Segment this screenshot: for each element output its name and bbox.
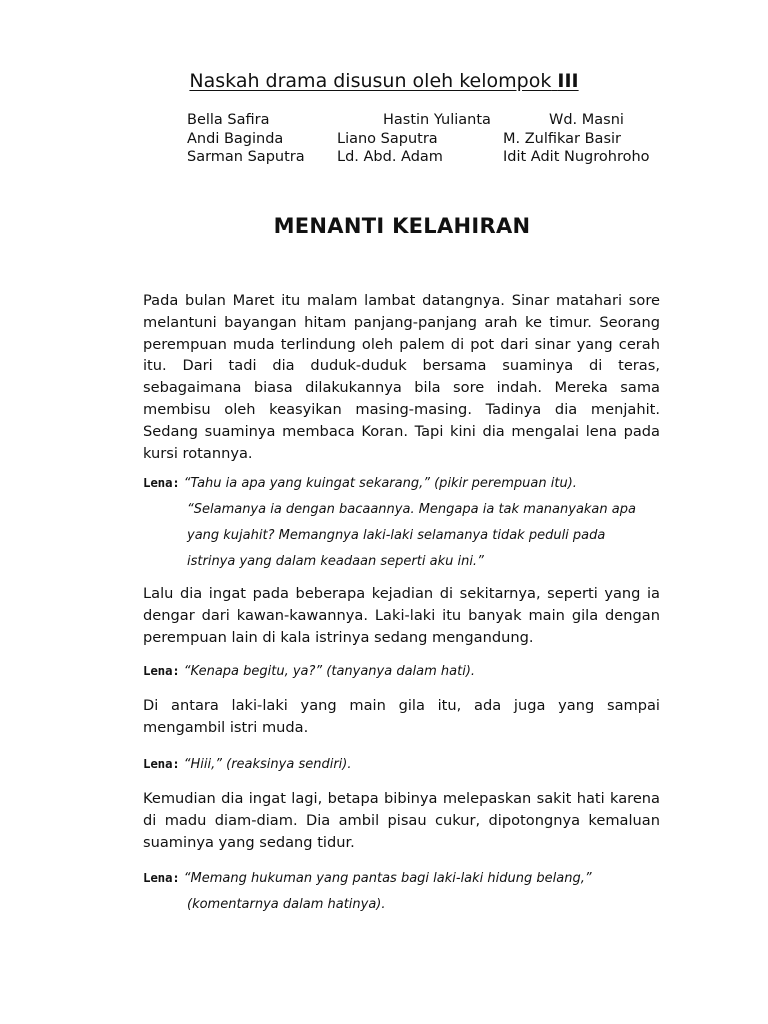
dialogue-line: “Memang hukuman yang pantas bagi laki-laki hidung belang,” bbox=[183, 871, 592, 886]
narration-paragraph bbox=[143, 583, 660, 648]
dialogue bbox=[143, 658, 660, 685]
author-name: Hastin Yulianta bbox=[383, 112, 491, 128]
narration-text: Di antara laki-laki yang main gila itu, ada juga yang sampai mengambil istri muda. bbox=[143, 697, 660, 736]
speaker-label: Lena: bbox=[143, 663, 180, 678]
speaker-label: Lena: bbox=[143, 870, 180, 885]
author-name: Wd. Masni bbox=[549, 112, 624, 128]
author-name: Andi Baginda bbox=[187, 130, 284, 147]
dialogue-line: “Selamanya ia dengan bacaannya. Mengapa ia tak mananyakan apa bbox=[187, 502, 636, 517]
group-number: III bbox=[557, 70, 579, 92]
dialogue-line: “Tahu ia apa yang kuingat sekarang,” (pikir perempuan itu). bbox=[183, 476, 577, 491]
speaker-label: Lena: bbox=[143, 475, 180, 490]
dialogue-line: “Hiii,” (reaksinya sendiri). bbox=[183, 757, 352, 772]
dialogue bbox=[143, 751, 660, 778]
dialogue-line: “Kenapa begitu, ya?” (tanyanya dalam hati). bbox=[183, 664, 476, 679]
author-name: M. Zulfikar Basir bbox=[503, 130, 621, 147]
narration-text: Pada bulan Maret itu malam lambat datangnya. Sinar matahari sore melantuni bayangan hitam panjang-panjang arah ke timur. Seorang perempuan muda terlindung oleh palem di pot dari sinar yang cerah itu. Dari tadi dia duduk-duduk bersama suaminya di teras, sebagaimana biasa dilakukannya bila sore indah. Mereka sama membisu oleh keasyikan masing-masing. Tadinya dia menjahit. Sedang suaminya membaca Koran. Tapi kini dia mengalai lena pada kursi rotannya. bbox=[143, 292, 660, 462]
dialogue-block bbox=[143, 470, 660, 575]
dialogue-line: yang kujahit? Memangnya laki-laki selamanya tidak peduli pada bbox=[187, 528, 606, 543]
group-heading-text: Naskah drama disusun oleh kelompok bbox=[189, 70, 552, 92]
author-name: Ld. Abd. Adam bbox=[337, 149, 443, 165]
narration-text: Lalu dia ingat pada beberapa kejadian di sekitarnya, seperti yang ia dengar dari kawan-kawannya. Laki-laki itu banyak main gila dengan perempuan lain di kala istrinya sedang mengandung. bbox=[143, 585, 660, 646]
narration-text: Kemudian dia ingat lagi, betapa bibinya melepaskan sakit hati karena di madu diam-diam. Dia ambil pisau cukur, dipotongnya kemaluan suaminya yang sedang tidur. bbox=[143, 790, 660, 851]
narration-paragraph bbox=[143, 290, 660, 464]
dialogue-block bbox=[143, 658, 660, 685]
dialogue bbox=[143, 470, 660, 575]
author-name: Idit Adit Nugrohroho bbox=[503, 149, 650, 165]
dialogue-block bbox=[143, 865, 660, 918]
dialogue-line: (komentarnya dalam hatinya). bbox=[187, 897, 386, 912]
author-name: Sarman Saputra bbox=[187, 149, 305, 165]
author-name: Liano Saputra bbox=[337, 130, 438, 147]
speaker-label: Lena: bbox=[143, 756, 180, 771]
group-heading bbox=[0, 70, 768, 92]
dialogue bbox=[143, 865, 660, 918]
narration-paragraph bbox=[143, 788, 660, 853]
author-name: Bella Safira bbox=[187, 112, 270, 128]
drama-title: MENANTI KELAHIRAN bbox=[273, 214, 531, 238]
dialogue-block bbox=[143, 751, 660, 778]
dialogue-line: istrinya yang dalam keadaan seperti aku ini.” bbox=[187, 554, 484, 569]
narration-paragraph bbox=[143, 695, 660, 739]
